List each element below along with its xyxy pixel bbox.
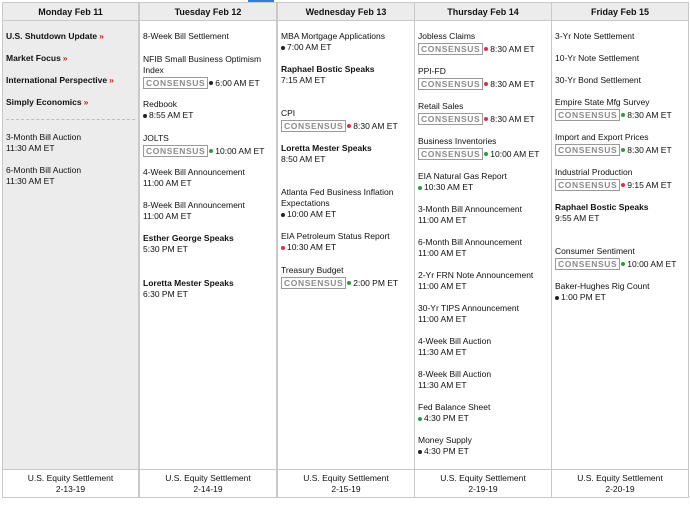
- event-item[interactable]: [281, 187, 412, 220]
- event-name[interactable]: 8-Week Bill Settlement: [143, 31, 229, 41]
- event-time: 6:00 AM ET: [215, 77, 260, 88]
- link-simply-economics[interactable]: [6, 97, 136, 108]
- event-item[interactable]: [418, 303, 549, 325]
- event-item[interactable]: [555, 31, 686, 42]
- consensus-badge[interactable]: CONSENSUS: [555, 179, 620, 191]
- event-time: 10:30 AM ET: [287, 242, 337, 252]
- event-item[interactable]: [143, 200, 274, 222]
- event-time: 1:00 PM ET: [561, 292, 606, 302]
- event-time: 8:55 AM ET: [149, 110, 194, 120]
- footer-date: 2-13-19: [55, 484, 86, 494]
- event-item[interactable]: [281, 265, 412, 289]
- event-time: 4:30 PM ET: [424, 413, 469, 423]
- arrow-icon: »: [109, 75, 114, 85]
- day-header: Friday Feb 15: [552, 3, 688, 21]
- event-item[interactable]: [555, 75, 686, 86]
- event-name[interactable]: Money Supply: [418, 435, 472, 445]
- consensus-badge[interactable]: CONSENSUS: [555, 144, 620, 156]
- arrow-icon: »: [83, 97, 89, 107]
- link-label[interactable]: International Perspective: [6, 75, 108, 85]
- link-market-focus[interactable]: [6, 53, 136, 64]
- event-item[interactable]: [555, 132, 686, 156]
- bullet-red-icon: [621, 183, 625, 187]
- bullet-black-icon: [555, 296, 559, 300]
- event-item[interactable]: [281, 108, 412, 132]
- event-time: 8:30 AM ET: [627, 109, 672, 120]
- day-footer: [140, 469, 276, 497]
- event-time: 10:00 AM ET: [627, 258, 677, 269]
- bullet-black-icon: [143, 114, 147, 118]
- event-name[interactable]: PPI-FD: [418, 66, 446, 76]
- event-item[interactable]: [418, 136, 549, 160]
- event-time: 8:30 AM ET: [490, 113, 535, 124]
- event-name[interactable]: Empire State Mfg Survey: [555, 97, 650, 107]
- event-time: 10:00 AM ET: [215, 145, 265, 156]
- event-item[interactable]: [555, 202, 686, 224]
- event-time: 11:30 AM ET: [418, 380, 467, 390]
- event-time: 4:30 PM ET: [424, 446, 469, 456]
- event-name[interactable]: Retail Sales: [418, 101, 464, 111]
- consensus-badge[interactable]: CONSENSUS: [281, 277, 346, 289]
- consensus-badge[interactable]: CONSENSUS: [143, 145, 208, 157]
- event-item[interactable]: [555, 246, 686, 270]
- day-header: Tuesday Feb 12: [140, 3, 276, 21]
- event-time: 2:00 PM ET: [353, 277, 399, 288]
- link-label[interactable]: Market Focus: [6, 53, 61, 63]
- event-item[interactable]: [418, 31, 549, 55]
- event-name[interactable]: 3-Month Bill Auction: [6, 132, 82, 142]
- event-item[interactable]: [418, 204, 549, 226]
- event-name[interactable]: 3-Yr Note Settlement: [555, 31, 635, 41]
- event-name[interactable]: Loretta Mester Speaks: [281, 143, 372, 153]
- event-item[interactable]: [555, 97, 686, 121]
- event-name[interactable]: Jobless Claims: [418, 31, 476, 41]
- event-name[interactable]: 10-Yr Note Settlement: [555, 53, 640, 63]
- footer-date: 2-20-19: [605, 484, 635, 494]
- footer-label: U.S. Equity Settlement: [303, 473, 389, 483]
- event-item[interactable]: [143, 278, 274, 300]
- day-column-wednesday: [277, 2, 415, 498]
- event-time: 9:55 AM ET: [555, 213, 600, 223]
- event-item[interactable]: [418, 171, 549, 193]
- event-item[interactable]: [281, 31, 412, 53]
- event-name[interactable]: 30-Yr TIPS Announcement: [418, 303, 519, 313]
- event-item[interactable]: [418, 237, 549, 259]
- event-item[interactable]: [418, 270, 549, 292]
- bullet-green-icon: [347, 281, 351, 285]
- event-time: 11:30 AM ET: [6, 176, 55, 186]
- event-name[interactable]: Treasury Budget: [281, 265, 344, 275]
- bullet-red-icon: [484, 117, 488, 121]
- event-item[interactable]: [143, 99, 274, 121]
- bullet-black-icon: [418, 450, 422, 454]
- footer-label: U.S. Equity Settlement: [165, 473, 251, 483]
- event-time: 10:00 AM ET: [287, 209, 337, 219]
- bullet-black-icon: [209, 81, 213, 85]
- event-time: 7:00 AM ET: [287, 42, 332, 52]
- bullet-red-icon: [281, 246, 285, 250]
- divider: [6, 119, 135, 120]
- event-name[interactable]: 8-Week Bill Announcement: [143, 200, 245, 210]
- day-header: Monday Feb 11: [3, 3, 138, 21]
- bullet-green-icon: [209, 149, 213, 153]
- event-item[interactable]: [143, 167, 274, 189]
- footer-date: 2-15-19: [331, 484, 361, 494]
- event-item[interactable]: [6, 165, 136, 187]
- event-time: 11:00 AM ET: [418, 281, 467, 291]
- event-item[interactable]: [418, 402, 549, 424]
- consensus-badge[interactable]: CONSENSUS: [555, 109, 620, 121]
- event-item[interactable]: [418, 435, 549, 457]
- event-name[interactable]: Atlanta Fed Business Inflation Expectations: [281, 187, 394, 208]
- consensus-badge[interactable]: CONSENSUS: [418, 78, 483, 90]
- event-item[interactable]: [555, 53, 686, 64]
- event-time: 8:30 AM ET: [627, 144, 672, 155]
- event-name[interactable]: 30-Yr Bond Settlement: [555, 75, 641, 85]
- bullet-green-icon: [621, 148, 625, 152]
- consensus-badge[interactable]: CONSENSUS: [418, 43, 483, 55]
- event-item[interactable]: [143, 31, 274, 42]
- event-name[interactable]: Fed Balance Sheet: [418, 402, 491, 412]
- event-time: 11:30 AM ET: [6, 143, 55, 153]
- event-time: 11:00 AM ET: [143, 211, 192, 221]
- event-item[interactable]: [418, 369, 549, 391]
- day-header: Thursday Feb 14: [415, 3, 551, 21]
- event-time: 11:30 AM ET: [418, 347, 467, 357]
- event-item[interactable]: [143, 133, 274, 157]
- event-time: 10:00 AM ET: [490, 148, 540, 159]
- day-footer: [3, 469, 138, 497]
- event-time: 8:50 AM ET: [281, 154, 326, 164]
- event-time: 11:00 AM ET: [418, 215, 467, 225]
- event-item[interactable]: [281, 231, 412, 253]
- event-item[interactable]: [418, 101, 549, 125]
- day-footer: [415, 469, 551, 497]
- event-item[interactable]: [555, 167, 686, 191]
- day-column-tuesday: [139, 2, 277, 498]
- day-header: Wednesday Feb 13: [278, 3, 414, 21]
- day-footer: [278, 469, 414, 497]
- event-name[interactable]: Import and Export Prices: [555, 132, 649, 142]
- event-name[interactable]: Baker-Hughes Rig Count: [555, 281, 650, 291]
- event-time: 6:30 PM ET: [143, 289, 188, 299]
- event-name[interactable]: 6-Month Bill Auction: [6, 165, 82, 175]
- event-name[interactable]: MBA Mortgage Applications: [281, 31, 385, 41]
- event-time: 8:30 AM ET: [490, 43, 535, 54]
- bullet-green-icon: [418, 186, 422, 190]
- event-name[interactable]: NFIB Small Business Optimism Index: [143, 54, 262, 75]
- event-item[interactable]: [143, 233, 274, 255]
- link-label[interactable]: U.S. Shutdown Update: [6, 31, 98, 41]
- event-time: 5:30 PM ET: [143, 244, 188, 254]
- event-name[interactable]: CPI: [281, 108, 296, 118]
- event-item[interactable]: [6, 132, 136, 154]
- footer-date: 2-19-19: [468, 484, 498, 494]
- day-column-thursday: [414, 2, 552, 498]
- consensus-badge[interactable]: CONSENSUS: [418, 113, 483, 125]
- consensus-badge[interactable]: CONSENSUS: [143, 77, 208, 89]
- event-item[interactable]: [281, 64, 412, 86]
- event-time: 9:15 AM ET: [627, 179, 672, 190]
- event-time: 11:00 AM ET: [418, 248, 467, 258]
- bullet-green-icon: [418, 417, 422, 421]
- day-footer: [552, 469, 688, 497]
- event-name[interactable]: Business Inventories: [418, 136, 497, 146]
- bullet-red-icon: [484, 82, 488, 86]
- event-item[interactable]: [555, 281, 686, 303]
- bullet-black-icon: [281, 46, 285, 50]
- event-name[interactable]: 4-Week Bill Auction: [418, 336, 492, 346]
- event-name[interactable]: 3-Month Bill Announcement: [418, 204, 522, 214]
- footer-date: 2-14-19: [193, 484, 223, 494]
- event-name[interactable]: 6-Month Bill Announcement: [418, 237, 522, 247]
- event-item[interactable]: [143, 54, 274, 89]
- event-name[interactable]: 4-Week Bill Announcement: [143, 167, 245, 177]
- event-item[interactable]: [418, 336, 549, 358]
- footer-label: U.S. Equity Settlement: [577, 473, 663, 483]
- event-name[interactable]: Raphael Bostic Speaks: [281, 64, 375, 74]
- consensus-badge[interactable]: CONSENSUS: [555, 258, 620, 270]
- event-time: 11:00 AM ET: [143, 178, 192, 188]
- footer-label: U.S. Equity Settlement: [440, 473, 526, 483]
- event-item[interactable]: [281, 143, 412, 165]
- day-column-monday: [2, 2, 139, 498]
- event-name[interactable]: 8-Week Bill Auction: [418, 369, 492, 379]
- consensus-badge[interactable]: CONSENSUS: [418, 148, 483, 160]
- event-name[interactable]: Consumer Sentiment: [555, 246, 635, 256]
- event-name[interactable]: Loretta Mester Speaks: [143, 278, 234, 288]
- event-time: 7:15 AM ET: [281, 75, 326, 85]
- event-time: 8:30 AM ET: [490, 78, 535, 89]
- event-time: 8:30 AM ET: [353, 120, 398, 131]
- arrow-icon: »: [62, 53, 68, 63]
- link-international-perspective[interactable]: [6, 75, 136, 86]
- consensus-badge[interactable]: CONSENSUS: [281, 120, 346, 132]
- event-name[interactable]: JOLTS: [143, 133, 169, 143]
- bullet-red-icon: [347, 124, 351, 128]
- event-time: 10:30 AM ET: [424, 182, 474, 192]
- bullet-green-icon: [484, 152, 488, 156]
- bullet-black-icon: [281, 213, 285, 217]
- event-name[interactable]: Redbook: [143, 99, 178, 109]
- event-name[interactable]: Esther George Speaks: [143, 233, 234, 243]
- event-name[interactable]: EIA Natural Gas Report: [418, 171, 507, 181]
- link-shutdown-update[interactable]: [6, 31, 136, 42]
- event-time: 11:00 AM ET: [418, 314, 467, 324]
- event-name[interactable]: EIA Petroleum Status Report: [281, 231, 390, 241]
- footer-label: U.S. Equity Settlement: [27, 473, 114, 483]
- bullet-green-icon: [621, 262, 625, 266]
- bullet-red-icon: [484, 47, 488, 51]
- link-label[interactable]: Simply Economics: [6, 97, 82, 107]
- event-name[interactable]: 2-Yr FRN Note Announcement: [418, 270, 534, 280]
- event-name[interactable]: Raphael Bostic Speaks: [555, 202, 649, 212]
- event-item[interactable]: [418, 66, 549, 90]
- bullet-green-icon: [621, 113, 625, 117]
- arrow-icon: »: [99, 31, 104, 41]
- event-name[interactable]: Industrial Production: [555, 167, 633, 177]
- day-column-friday: [551, 2, 689, 498]
